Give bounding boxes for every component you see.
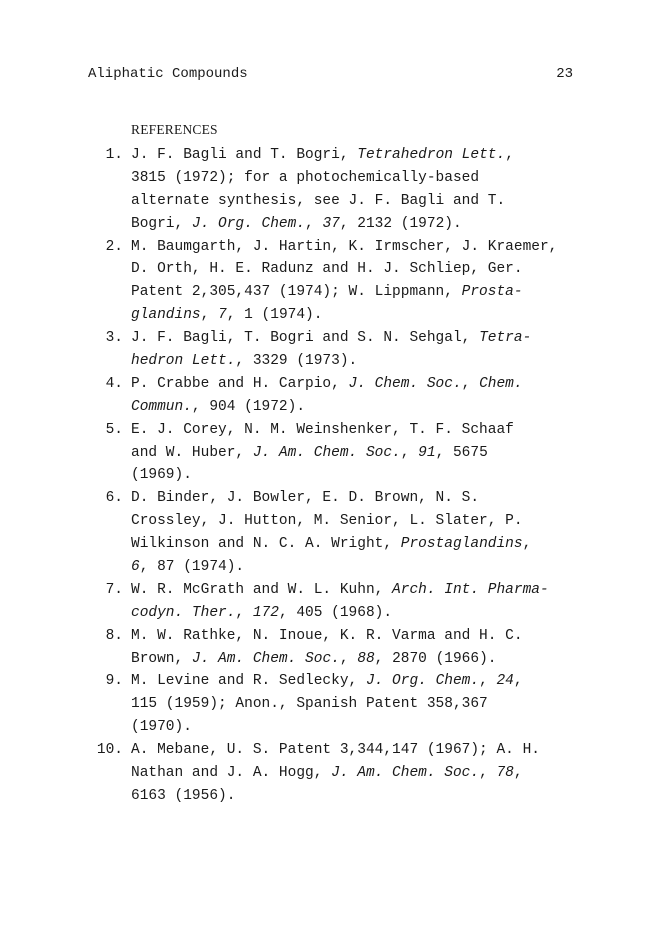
reference-italic-text: Tetrahedron Lett.	[357, 147, 506, 163]
reference-number: 1.	[105, 147, 123, 163]
reference-line	[131, 304, 653, 327]
reference-line	[131, 464, 653, 487]
reference-item	[0, 670, 653, 739]
reference-number: 3.	[105, 330, 123, 347]
reference-italic-text: J. Org. Chem.	[191, 215, 306, 232]
reference-line	[105, 625, 653, 648]
reference-text: ,	[479, 673, 497, 690]
reference-italic-text: 6	[131, 559, 140, 576]
reference-item	[0, 327, 653, 373]
reference-text: ,	[513, 673, 523, 690]
reference-list	[0, 144, 653, 808]
reference-text: and W. Huber,	[131, 444, 253, 461]
reference-italic-text: glandins	[131, 307, 201, 324]
reference-item	[0, 236, 653, 328]
reference-italic-text: 88	[357, 650, 375, 667]
reference-item	[0, 739, 653, 808]
reference-line	[105, 236, 653, 259]
reference-line	[105, 327, 653, 350]
reference-text: , 904 (1972).	[191, 398, 306, 415]
running-header	[88, 66, 573, 86]
reference-italic-text: Chem.	[479, 375, 523, 392]
page-number: 23	[556, 66, 573, 82]
reference-text: , 2132 (1972).	[339, 215, 462, 232]
reference-text: M. W. Rathke, N. Inoue, K. R. Varma and H. C.	[131, 627, 523, 644]
reference-line	[131, 281, 653, 304]
reference-number: 2.	[105, 238, 123, 255]
reference-text: ,	[339, 650, 358, 667]
reference-text: ,	[400, 444, 419, 461]
reference-number: 5.	[105, 421, 123, 438]
reference-text: 6163 (1956).	[131, 787, 236, 804]
reference-text: ,	[200, 307, 219, 324]
reference-line	[131, 556, 653, 579]
reference-italic-text: 172	[252, 604, 279, 621]
reference-text: (1969).	[131, 467, 192, 484]
reference-text: ,	[513, 765, 523, 782]
reference-text: , 87 (1974).	[139, 559, 245, 576]
reference-text: Nathan and J. A. Hogg,	[131, 765, 332, 782]
reference-line	[131, 258, 653, 281]
reference-line	[131, 716, 653, 739]
reference-line	[131, 762, 653, 785]
reference-italic-text: 37	[322, 215, 340, 232]
reference-italic-text: Prostaglandins	[400, 536, 523, 553]
reference-number: 8.	[105, 627, 123, 644]
reference-line	[105, 144, 653, 167]
reference-line	[131, 648, 653, 671]
reference-text: P. Crabbe and H. Carpio,	[131, 375, 349, 392]
reference-text: D. Orth, H. E. Radunz and H. J. Schliep, Ger.	[131, 261, 523, 278]
reference-text: W. R. McGrath and W. L. Kuhn,	[131, 581, 393, 598]
reference-text: , 405 (1968).	[278, 604, 393, 621]
reference-text: M. Baumgarth, J. Hartin, K. Irmscher, J. Kraemer,	[131, 238, 558, 255]
reference-line	[131, 533, 653, 556]
reference-text: Wilkinson and N. C. A. Wright,	[131, 536, 401, 553]
reference-item	[0, 144, 653, 236]
reference-line	[131, 350, 653, 373]
reference-italic-text: J. Am. Chem. Soc.	[331, 765, 480, 782]
reference-text: E. J. Corey, N. M. Weinshenker, T. F. Schaaf	[131, 421, 514, 438]
reference-line	[105, 579, 653, 602]
reference-line	[131, 167, 653, 190]
reference-line	[131, 396, 653, 419]
reference-number: 7.	[105, 581, 123, 598]
reference-text: J. F. Bagli and T. Bogri,	[131, 147, 358, 163]
reference-italic-text: J. Am. Chem. Soc.	[252, 444, 401, 461]
reference-line	[105, 670, 653, 693]
reference-line	[131, 693, 653, 716]
reference-italic-text: Arch. Int. Pharma-	[392, 581, 549, 598]
reference-item	[0, 625, 653, 671]
reference-text: ,	[479, 765, 497, 782]
reference-item	[0, 579, 653, 625]
running-title: Aliphatic Compounds	[88, 66, 248, 82]
reference-text: Crossley, J. Hutton, M. Senior, L. Slater, P.	[131, 513, 523, 530]
reference-text: ,	[305, 215, 323, 232]
reference-line	[105, 373, 653, 396]
reference-line	[105, 487, 653, 510]
reference-italic-text: hedron Lett.	[131, 353, 236, 370]
reference-text: ,	[522, 536, 532, 553]
reference-text: 115 (1959); Anon., Spanish Patent 358,367	[131, 696, 488, 713]
reference-text: Patent 2,305,437 (1974); W. Lippmann,	[131, 284, 462, 301]
reference-line	[131, 602, 653, 625]
reference-item	[0, 487, 653, 579]
reference-text: D. Binder, J. Bowler, E. D. Brown, N. S.	[131, 490, 480, 507]
reference-text: Bogri,	[131, 215, 192, 232]
reference-text: (1970).	[131, 719, 192, 736]
reference-number: 9.	[105, 673, 123, 690]
reference-number: 10.	[96, 742, 123, 759]
reference-text: Brown,	[131, 650, 192, 667]
reference-italic-text: 24	[496, 673, 514, 690]
reference-line	[96, 739, 653, 762]
reference-italic-text: codyn. Ther.	[131, 604, 236, 621]
reference-text: alternate synthesis, see J. F. Bagli and T.	[131, 192, 506, 209]
reference-line	[131, 510, 653, 533]
reference-line	[131, 442, 653, 465]
reference-text: , 2870 (1966).	[374, 650, 497, 667]
reference-text: A. Mebane, U. S. Patent 3,344,147 (1967); A. H.	[131, 742, 540, 759]
references-heading: REFERENCES	[131, 122, 218, 137]
reference-item	[0, 373, 653, 419]
reference-italic-text: 78	[496, 765, 514, 782]
reference-number: 4.	[105, 375, 123, 392]
reference-italic-text: J. Org. Chem.	[365, 673, 480, 690]
reference-text: , 3329 (1973).	[235, 353, 358, 370]
reference-italic-text: Prosta-	[461, 284, 523, 301]
reference-italic-text: J. Chem. Soc.	[348, 375, 462, 392]
reference-italic-text: 7	[218, 307, 227, 324]
reference-text: , 1 (1974).	[226, 307, 323, 324]
reference-text: ,	[461, 375, 480, 392]
reference-text: J. F. Bagli, T. Bogri and S. N. Sehgal,	[131, 330, 480, 347]
reference-item	[0, 419, 653, 488]
reference-text: , 5675	[435, 444, 488, 461]
reference-italic-text: Commun.	[131, 398, 192, 415]
reference-text: 3815 (1972); for a photochemically-based	[131, 169, 480, 186]
reference-text: ,	[505, 147, 514, 163]
reference-text: M. Levine and R. Sedlecky,	[131, 673, 366, 690]
reference-italic-text: 91	[418, 444, 436, 461]
reference-line	[131, 785, 653, 808]
reference-number: 6.	[105, 490, 123, 507]
reference-italic-text: Tetra-	[479, 330, 532, 347]
reference-text: ,	[235, 604, 253, 621]
reference-italic-text: J. Am. Chem. Soc.	[191, 650, 340, 667]
reference-line	[105, 419, 653, 442]
reference-line	[131, 190, 653, 213]
reference-line	[131, 213, 653, 236]
